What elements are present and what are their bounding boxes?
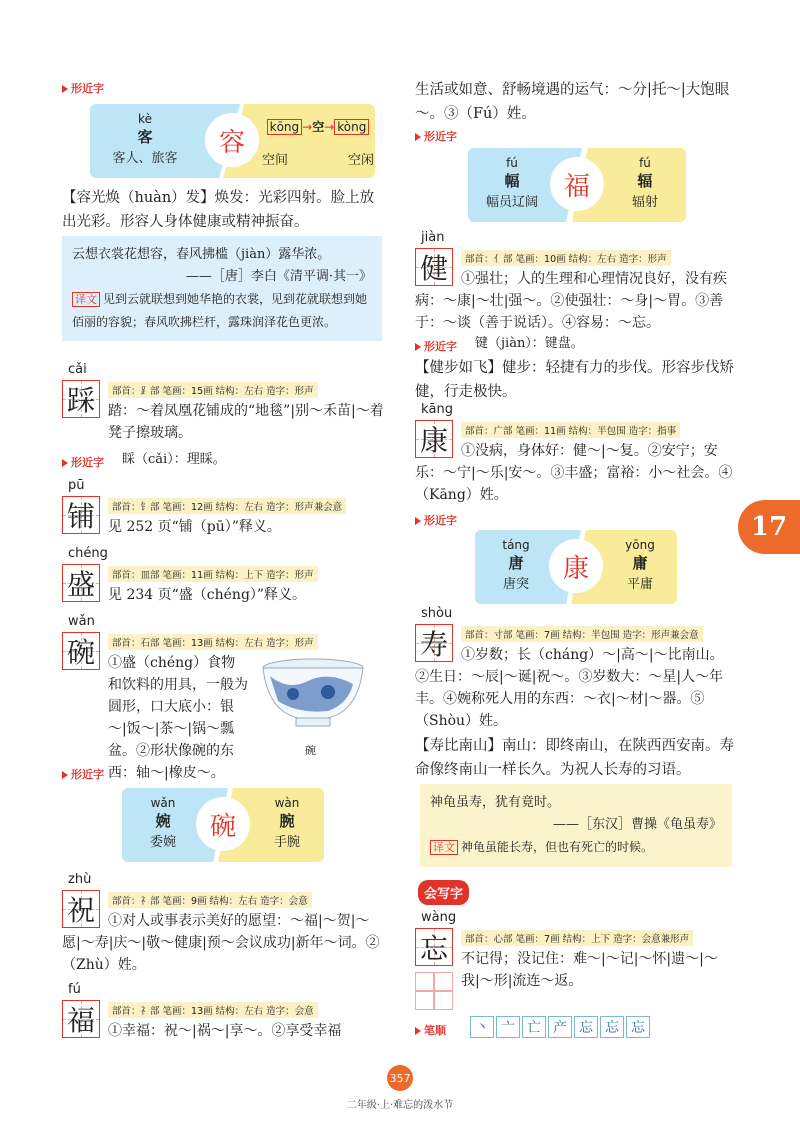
compare-box: 福 fú 幅 幅员辽阔 fú 辐 辐射 [468,148,686,222]
idiom-jianbu: 【健步如飞】健步：轻捷有力的步伐。形容步伐矫健，行走极快。 [415,360,734,400]
poem-box: 云想衣裳花想容，春风拂槛（jiàn）露华浓。 ——［唐］李白《清平调·其一》 译文 见到云就联想到她华艳的衣裳，见到花就联想到她佰丽的容貌；春风吹拂栏杆，露珠润泽花色更浓。 [62,236,382,341]
stroke-order-label: 笔顺 [415,1022,446,1038]
footer: 二年级·上·难忘的泼水节 [346,1100,454,1111]
compare-box: 康 táng 唐 唐突 yōng 庸 平庸 [475,530,677,604]
compare-box: 碗 wǎn 婉 委婉 wàn 腕 手腕 [122,788,324,862]
section-similar-chars: 形近字 [415,128,457,144]
section-similar-chars: 形近字 [62,454,104,470]
section-similar-chars: 形近字 [62,80,104,96]
lesson-number-badge: 17 [738,500,800,554]
page-number: 357 [387,1065,413,1091]
bowl-image [258,656,368,736]
stroke-order: 丶 亠 亡 产 忘 忘 忘 [470,1016,652,1038]
compare-box: 容 kè 客 客人、旅客 kōng →空→ kòng 空间 空闲 [90,104,375,178]
section-similar-chars: 形近字 [415,512,457,528]
writing-section-header: 会写字 [418,880,469,905]
section-similar-chars: 形近字 [62,766,104,782]
center-char: 容 [205,113,259,167]
bowl-caption: 碗 [305,744,316,757]
char-box: 踩 [62,380,100,418]
section-similar-chars: 形近字 [415,338,457,354]
fu-def-continued: 生活或如意、舒畅境遇的运气：～分|托～|大饱眼～。③（Fú）姓。 [415,82,730,122]
practice-grid [415,972,453,1010]
similar-char: 睬（cǎi）：理睬。 [122,452,226,467]
poem-box: 神龟虽寿，犹有竟时。 ——［东汉］曹操《龟虽寿》 译文 神龟虽能长寿，但也有死亡的时候。 [420,784,732,867]
similar-char: 键（jiàn）：键盘。 [475,336,584,351]
page: 形近字 容 kè 客 客人、旅客 kōng →空→ kòng 空间 空闲 【容光焕（huàn）发】焕发：光彩四射。脸上放出光彩。形容人身体健康或精神振奋。 云想衣裳花想容，春风拂槛（jiàn）露华浓。 ——［唐］李白《清平调·其一》 译文 见到云就联想到她华艳的衣裳，见到花就联想到她佰丽的容貌；春风吹拂栏杆，露珠润泽花色更浓。 cǎi 踩 部首：⻊部 笔画：15画 结构：左右 造字：形声 踏：～着凤凰花铺成的“地毯”|别～禾苗|～着凳子擦玻璃。 形近字 睬（cǎi）：理睬。 pū 铺 部首：钅部 笔画：12画 结构：左右 造字：形声兼会意 见 252 页“铺（pū）”释义。 chéng 盛 部首：皿部 笔画：11画 结构：上下 造字：形声 见 234 页“盛（chéng）”释义。 wǎn 碗 部首：石部 笔画：13画 结构：左右 造字：形声 ①盛（chéng）食物和饮料的用具，一般为圆形，口大底小：银～|饭～|茶～|锅～瓢盆。②形状像碗的东西：轴～|橡皮～。 碗 形近字 碗 wǎn 婉 委婉 wàn 腕 手腕 zhù 祝 部首：礻部 笔画：9画 结构：左右 造字：会意 ①对人或事表示美好的愿望：～福|～贺|～愿|～寿|庆～|敬～健康|预～会议成功|新年～词。②（Zhù）姓。 fú 福 部首：礻部 笔画：13画 结构：左右 造字：会意 ①幸福：祝～|祸～|享～。②享受幸福 生活或如意、舒畅境遇的运气：～分|托～|大饱眼～。③（Fú）姓。 形近字 福 fú 幅 幅员辽阔 fú 辐 辐射 jiàn 健 部首：亻部 笔画：10画 结构：左右 造字：形声 ①强壮；人的生理和心理情况良好，没有疾病：～康|～壮|强～。②使强壮：～身|～胃。③善于：～谈（善于说话）。④容易：～忘。 形近字 键（jiàn）：键盘。 【健步如飞】健步：轻捷有力的步伐。形容步伐矫健，行走极快。 kāng 康 部首：广部 笔画：11画 结构：半包围 造字：指事 ①没病，身体好：健～|～复。②安宁；安乐：～宁|～乐|安～。③丰盛；富裕：小～社会。④（Kāng）姓。 形近字 康 táng 唐 唐突 yōng 庸 平庸 shòu 寿 部首：寸部 笔画：7画 结构：半包围 造字：形声兼会意 ①岁数；长（cháng）～|高～|～比南山。②生日：～辰|～诞|祝～。③岁数大：～星|人～年丰。④婉称死人用的东西：～衣|～材|～器。⑤（Shòu）姓。 【寿比南山】南山：即终南山，在陕西西安南。寿命像终南山一样长久。为祝人长寿的习语。 神龟虽寿，犹有竟时。 ——［东汉］曹操《龟虽寿》 译文 神龟虽能长寿，但也有死亡的时候。 会写字 wàng 忘 部首：心部 笔画：7画 结构：上下 造字：会意兼形声 不记得；没记住：难～|～记|～怀|遗～|～我|～形|流连～返。 笔顺 丶 亠 亡 产 忘 忘 忘 17 357 二年级·上·难忘的泼水节 [0,0,800,1125]
idiom-ronguang: 【容光焕（huàn）发】焕发：光彩四射。脸上放出光彩。形容人身体健康或精神振奋。 [62,190,375,230]
idiom-shoubi: 【寿比南山】南山：即终南山，在陕西西安南。寿命像终南山一样长久。为祝人长寿的习语。 [415,738,734,778]
entry-wan: wǎn 碗 部首：石部 笔画：13画 结构：左右 造字：形声 ①盛（chéng）食物和饮料的用具，一般为圆形，口大底小：银～|饭～|茶～|锅～瓢盆。②形状像碗的东西：轴～|橡皮～。 [62,614,387,764]
